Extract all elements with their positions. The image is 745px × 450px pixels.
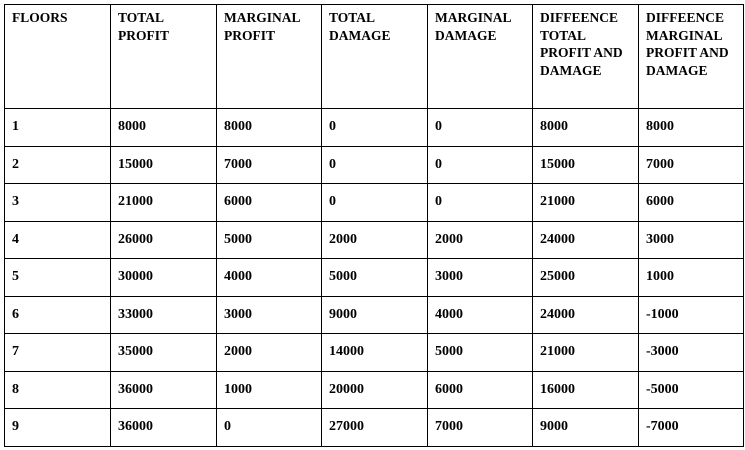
difference-marginal-cell: 8000 bbox=[639, 109, 744, 147]
marginal-profit-cell: 6000 bbox=[217, 184, 322, 222]
marginal-damage-cell: 7000 bbox=[428, 409, 533, 447]
difference-marginal-cell: -5000 bbox=[639, 371, 744, 409]
total-damage-cell: 9000 bbox=[322, 296, 428, 334]
marginal-damage-cell: 0 bbox=[428, 184, 533, 222]
header-cell-marginal-damage: MARGINAL DAMAGE bbox=[428, 5, 533, 109]
difference-marginal-cell: 6000 bbox=[639, 184, 744, 222]
difference-total-cell: 16000 bbox=[533, 371, 639, 409]
total-damage-cell: 20000 bbox=[322, 371, 428, 409]
difference-marginal-cell: -3000 bbox=[639, 334, 744, 372]
difference-total-cell: 21000 bbox=[533, 184, 639, 222]
marginal-damage-cell: 3000 bbox=[428, 259, 533, 297]
total-damage-cell: 2000 bbox=[322, 221, 428, 259]
floors-cell: 6 bbox=[5, 296, 111, 334]
total-damage-cell: 0 bbox=[322, 184, 428, 222]
difference-total-cell: 24000 bbox=[533, 296, 639, 334]
difference-marginal-cell: -1000 bbox=[639, 296, 744, 334]
table-row bbox=[5, 221, 744, 259]
table-row bbox=[5, 259, 744, 297]
table-row bbox=[5, 334, 744, 372]
table-body bbox=[5, 5, 744, 447]
difference-total-cell: 24000 bbox=[533, 221, 639, 259]
header-cell-total-damage: TOTAL DAMAGE bbox=[322, 5, 428, 109]
difference-total-cell: 25000 bbox=[533, 259, 639, 297]
difference-total-cell: 8000 bbox=[533, 109, 639, 147]
marginal-damage-cell: 6000 bbox=[428, 371, 533, 409]
marginal-profit-cell: 1000 bbox=[217, 371, 322, 409]
difference-marginal-cell: -7000 bbox=[639, 409, 744, 447]
header-cell-total-profit: TOTAL PROFIT bbox=[111, 5, 217, 109]
total-profit-cell: 33000 bbox=[111, 296, 217, 334]
total-damage-cell: 27000 bbox=[322, 409, 428, 447]
total-damage-cell: 5000 bbox=[322, 259, 428, 297]
difference-marginal-cell: 3000 bbox=[639, 221, 744, 259]
difference-marginal-cell: 7000 bbox=[639, 146, 744, 184]
total-profit-cell: 26000 bbox=[111, 221, 217, 259]
header-cell-difference-total: DIFFEENCE TOTAL PROFIT AND DAMAGE bbox=[533, 5, 639, 109]
floors-cell: 7 bbox=[5, 334, 111, 372]
difference-total-cell: 21000 bbox=[533, 334, 639, 372]
marginal-damage-cell: 0 bbox=[428, 109, 533, 147]
marginal-profit-cell: 4000 bbox=[217, 259, 322, 297]
marginal-damage-cell: 2000 bbox=[428, 221, 533, 259]
difference-marginal-cell: 1000 bbox=[639, 259, 744, 297]
floors-cell: 4 bbox=[5, 221, 111, 259]
difference-total-cell: 15000 bbox=[533, 146, 639, 184]
total-damage-cell: 0 bbox=[322, 146, 428, 184]
difference-total-cell: 9000 bbox=[533, 409, 639, 447]
floors-cell: 8 bbox=[5, 371, 111, 409]
total-profit-cell: 36000 bbox=[111, 371, 217, 409]
table-row bbox=[5, 109, 744, 147]
table-row bbox=[5, 371, 744, 409]
marginal-profit-cell: 8000 bbox=[217, 109, 322, 147]
marginal-damage-cell: 4000 bbox=[428, 296, 533, 334]
data-table bbox=[4, 4, 744, 447]
marginal-profit-cell: 7000 bbox=[217, 146, 322, 184]
marginal-profit-cell: 0 bbox=[217, 409, 322, 447]
header-cell-marginal-profit: MARGINAL PROFIT bbox=[217, 5, 322, 109]
marginal-damage-cell: 0 bbox=[428, 146, 533, 184]
header-cell-difference-marginal: DIFFEENCE MARGINAL PROFIT AND DAMAGE bbox=[639, 5, 744, 109]
total-profit-cell: 15000 bbox=[111, 146, 217, 184]
header-cell-floors: FLOORS bbox=[5, 5, 111, 109]
header-row bbox=[5, 5, 744, 109]
total-profit-cell: 21000 bbox=[111, 184, 217, 222]
table-row bbox=[5, 296, 744, 334]
marginal-profit-cell: 5000 bbox=[217, 221, 322, 259]
floors-cell: 3 bbox=[5, 184, 111, 222]
total-damage-cell: 0 bbox=[322, 109, 428, 147]
floors-cell: 5 bbox=[5, 259, 111, 297]
total-profit-cell: 35000 bbox=[111, 334, 217, 372]
marginal-profit-cell: 3000 bbox=[217, 296, 322, 334]
table-row bbox=[5, 409, 744, 447]
table-row bbox=[5, 146, 744, 184]
marginal-profit-cell: 2000 bbox=[217, 334, 322, 372]
total-profit-cell: 36000 bbox=[111, 409, 217, 447]
floors-cell: 2 bbox=[5, 146, 111, 184]
total-profit-cell: 30000 bbox=[111, 259, 217, 297]
floors-cell: 9 bbox=[5, 409, 111, 447]
total-damage-cell: 14000 bbox=[322, 334, 428, 372]
table-row bbox=[5, 184, 744, 222]
marginal-damage-cell: 5000 bbox=[428, 334, 533, 372]
total-profit-cell: 8000 bbox=[111, 109, 217, 147]
floors-cell: 1 bbox=[5, 109, 111, 147]
